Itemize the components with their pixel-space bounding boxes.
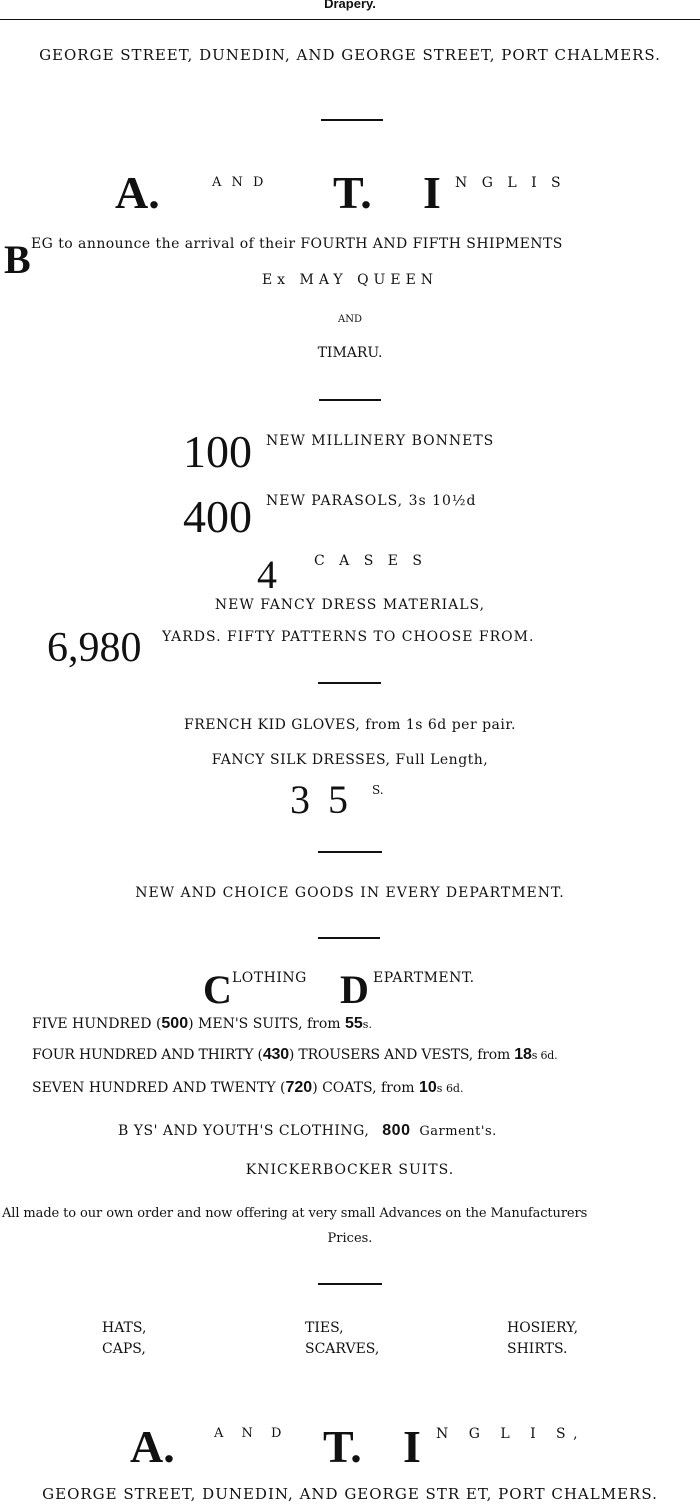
address-bottom: GEORGE STREET, DUNEDIN, AND GEORGE STR ET, PORT CHALMERS. (42, 1485, 658, 1503)
firm-and-word: A N D (212, 175, 267, 190)
new-goods-line: NEW AND CHOICE GOODS IN EVERY DEPARTMENT. (135, 885, 565, 901)
firm-initial-i: I (403, 1421, 421, 1472)
cases-label: C A S E S (314, 553, 428, 569)
orders-line: All made to our own order and now offering at very small Advances on the Manufacturers (2, 1206, 588, 1221)
quantity: 500 (161, 1015, 189, 1032)
gloves-line: FRENCH KID GLOVES, from 1s 6d per pair. (184, 717, 516, 733)
price: 18 (514, 1046, 532, 1063)
divider-rule (318, 851, 382, 853)
firm-initial-a: A. (115, 167, 160, 218)
drop-cap-c: C (203, 967, 232, 1012)
firm-initial-i: I (423, 167, 441, 218)
yards-description: YARDS. FIFTY PATTERNS TO CHOOSE FROM. (162, 629, 535, 645)
firm-initial-t: T. (323, 1421, 362, 1472)
section-heading: Drapery. (324, 0, 376, 11)
knickerbocker-line: KNICKERBOCKER SUITS. (245, 1162, 455, 1178)
address-top: GEORGE STREET, DUNEDIN, AND GEORGE STREET, PORT CHALMERS. (39, 46, 661, 64)
bonnets-description: NEW MILLINERY BONNETS (266, 433, 495, 449)
parasols-quantity: 400 (183, 491, 252, 542)
drop-cap-b: B (4, 237, 31, 282)
quantity: 720 (285, 1079, 313, 1096)
divider-rule (321, 119, 383, 121)
silk-line: FANCY SILK DRESSES, Full Length, (211, 752, 489, 768)
firm-surname: N G L I S (455, 175, 566, 191)
divider-rule (318, 1283, 382, 1285)
clothing-line: SEVEN HUNDRED AND TWENTY (720) COATS, from 10s 6d. (32, 1079, 464, 1096)
divider-rule (318, 682, 381, 684)
price: 55 (345, 1015, 363, 1032)
bonnets-quantity: 100 (183, 426, 252, 477)
clothing-line: FIVE HUNDRED (500) MEN'S SUITS, from 55s. (32, 1015, 372, 1032)
firm-and-word: A N D (214, 1426, 289, 1441)
announcement-line: EG to announce the arrival of their FOURTH AND FIFTH SHIPMENTS (31, 236, 563, 252)
and-word: AND (338, 314, 362, 325)
firm-initial-a: A. (130, 1421, 175, 1472)
ship-name-may-queen: Ex MAY QUEEN (261, 272, 439, 288)
quantity: 800 (382, 1122, 411, 1139)
yards-quantity: 6,980 (47, 625, 142, 671)
price: 10 (419, 1079, 437, 1096)
accessories-column: HATS, CAPS, (102, 1320, 147, 1357)
divider-rule (319, 399, 381, 401)
firm-surname: N G L I S, (436, 1426, 586, 1442)
clothing-line: FOUR HUNDRED AND THIRTY (430) TROUSERS AND VESTS, from 18s 6d. (32, 1046, 558, 1063)
dress-materials: NEW FANCY DRESS MATERIALS, (214, 597, 486, 613)
ship-name-timaru: TIMARU. (317, 345, 383, 361)
accessories-column: TIES, SCARVES, (305, 1320, 380, 1357)
cases-quantity: 4 (257, 552, 277, 597)
silk-price: 3 5 (290, 777, 352, 822)
accessories-column: HOSIERY, SHIRTS. (507, 1320, 579, 1357)
clothing-word: LOTHING (232, 970, 307, 986)
boys-clothing-line: B YS' AND YOUTH'S CLOTHING, 800 Garment's. (118, 1122, 497, 1139)
department-word: EPARTMENT. (373, 970, 475, 986)
drop-cap-d: D (340, 967, 369, 1012)
firm-initial-t: T. (333, 167, 372, 218)
divider-rule (318, 937, 380, 939)
header-rule (0, 19, 700, 20)
parasols-description: NEW PARASOLS, 3s 10½d (266, 493, 477, 509)
orders-line-2: Prices. (327, 1231, 373, 1246)
quantity: 430 (262, 1046, 289, 1063)
silk-price-unit: S. (372, 783, 384, 797)
